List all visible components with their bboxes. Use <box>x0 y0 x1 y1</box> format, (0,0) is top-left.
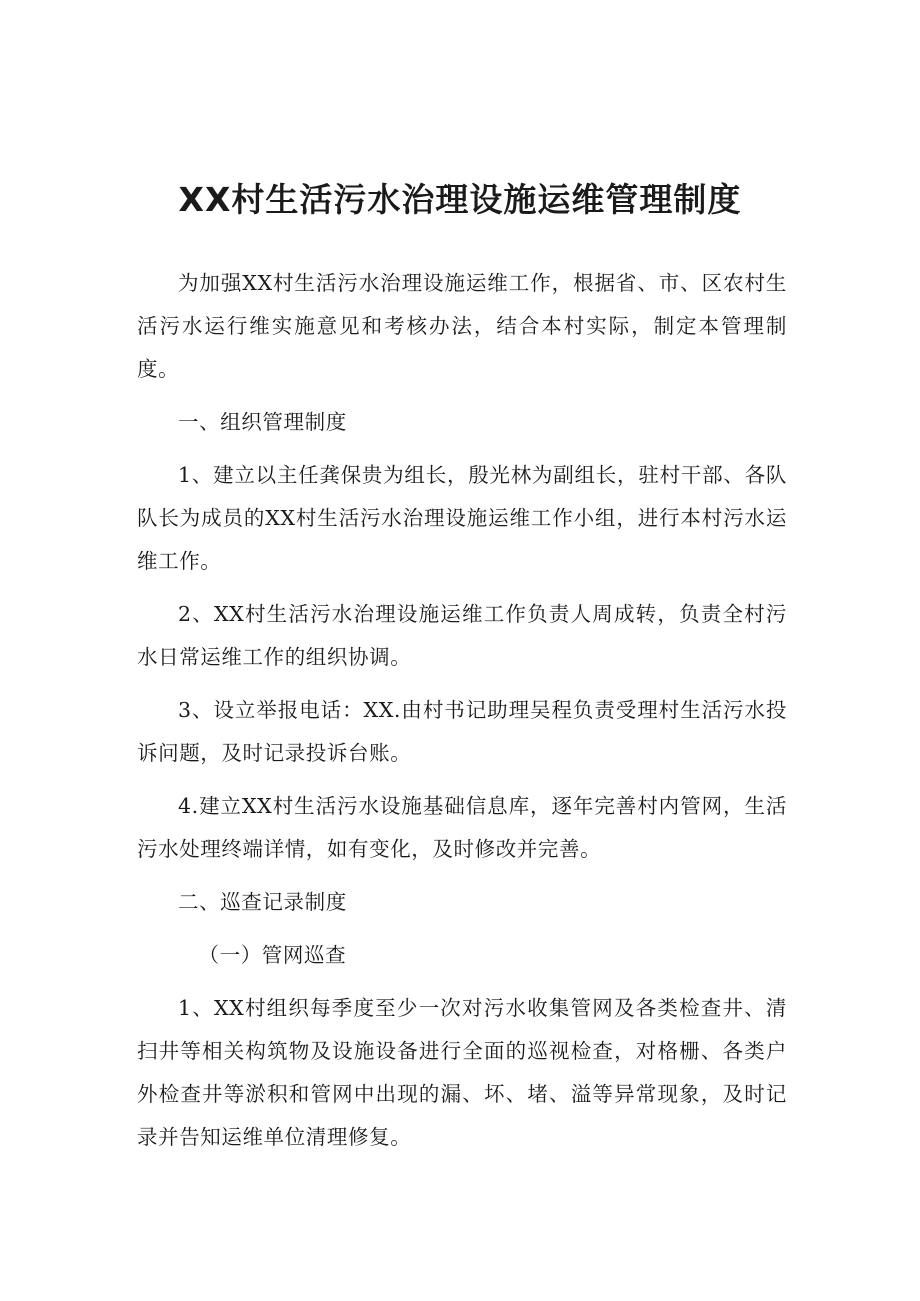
intro-paragraph: 为加强XX村生活污水治理设施运维工作，根据省、市、区农村生活污水运行维实施意见和考核办法，结合本村实际，制定本管理制度。 <box>137 271 787 381</box>
inspection-item-1: 1、XX村组织每季度至少一次对污水收集管网及各类检查井、清扫井等相关构筑物及设施设备进行全面的巡视检查，对格栅、各类户外检查井等淤积和管网中出现的漏、坏、堵、溢等异常现象，及时记录并告知运维单位清理修复。 <box>137 996 787 1149</box>
document-body <box>137 262 787 1169</box>
organization-item-3: 3、设立举报电话：XX.由村书记助理吴程负责受理村生活污水投诉问题，及时记录投诉台账。 <box>137 698 787 765</box>
organization-item-4: 4.建立XX村生活污水设施基础信息库，逐年完善村内管网，生活污水处理终端详情，如有变化，及时修改并完善。 <box>137 794 787 861</box>
organization-item-2: 2、XX村生活污水治理设施运维工作负责人周成转，负责全村污水日常运维工作的组织协调。 <box>137 602 787 669</box>
section-heading-organization: 一、组织管理制度 <box>178 410 347 434</box>
document-title: XX村生活污水治理设施运维管理制度 <box>178 180 742 219</box>
section-heading-inspection: 二、巡查记录制度 <box>178 890 347 914</box>
subsection-heading-pipe-network: （一）管网巡查 <box>198 943 347 967</box>
organization-item-1: 1、建立以主任龚保贵为组长，殷光林为副组长，驻村干部、各队队长为成员的XX村生活污水治理设施运维工作小组，进行本村污水运维工作。 <box>137 463 787 573</box>
